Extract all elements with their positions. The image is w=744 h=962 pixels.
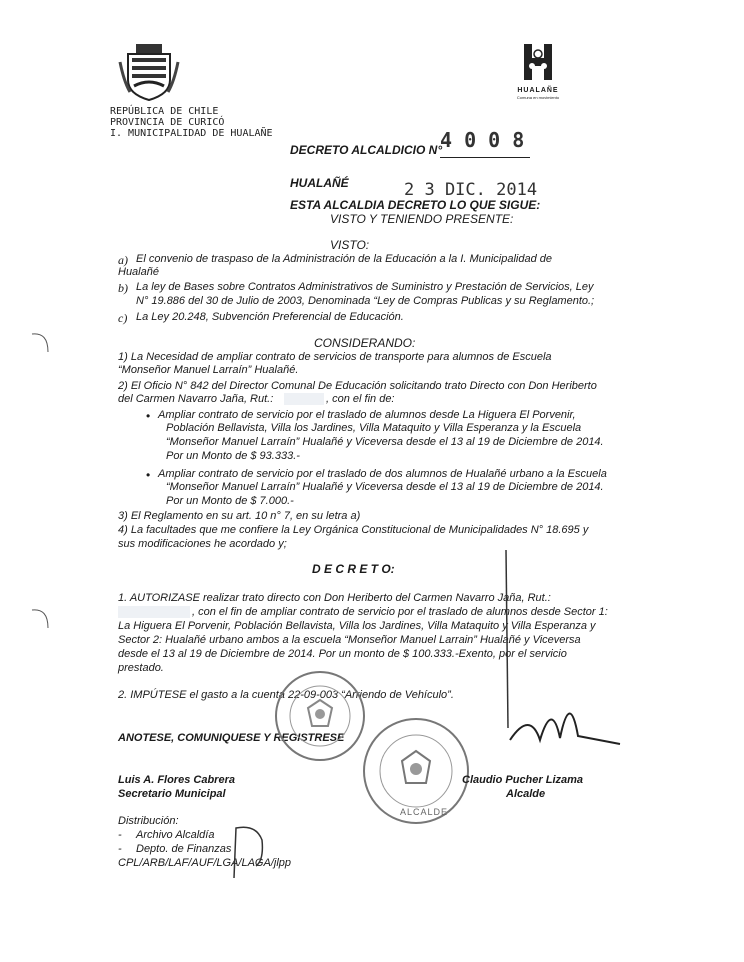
mayor-stamp-bottom: ALCALDE [400,807,449,817]
distribution-dash: - [118,829,122,841]
binder-hole-icon [30,330,50,354]
mayor-stamp [360,715,472,827]
considerando-p4-cont: sus modificaciones he acordado y; [118,538,287,550]
decreto-d1-line5: desde el 13 al 19 de Diciembre de 2014. Por un monto de $ 100.333.-Exento, por el servicio [118,648,567,660]
distribution-item2: Depto. de Finanzas [136,843,232,855]
decreto-d2: 2. IMPÚTESE el gasto a la cuenta 22-09-003 “Arriendo de Vehículo”. [118,689,454,701]
bullet1-amount: Por un Monto de $ 93.333.- [166,450,300,462]
considerando-p4: 4) La facultades que me confiere la Ley Orgánica Constitucional de Municipalidades N° 18.695 y [118,524,589,536]
decreto-d1-line1: 1. AUTORIZASE realizar trato directo con Don Heriberto del Carmen Navarro Jaña, Rut.: [118,592,551,604]
visto-a-text: El convenio de traspaso de la Administración de la Educación a la I. Municipalidad de [136,253,553,265]
decreto-d1-line6: prestado. [118,662,164,674]
handwritten-mark [498,550,518,730]
header-province: PROVINCIA DE CURICÓ [110,117,225,128]
visto-b-label: b) [118,281,128,295]
visto-c-label: c) [118,311,128,325]
decree-line2: VISTO Y TENIENDO PRESENTE: [330,212,514,226]
decreto-d1-line3: La Higuera El Porvenir, Población Bellavista, Villa los Jardines, Villa Mataquito y Villa Esperanza y [118,620,596,632]
considerando-p2: 2) El Oficio N° 842 del Director Comunal De Educación solicitando trato Directo con Don Heriberto [118,380,597,392]
hualane-logo-tagline: Comuna en movimiento [516,95,560,100]
bullet2-line2: “Monseñor Manuel Larraín” Hualañé y Viceversa desde el 13 al 19 de Diciembre de 2014. [166,481,604,493]
considerando-p1-cont: “Monseñor Manuel Larraín” Hualañé. [118,364,299,376]
bullet1-line3: “Monseñor Manuel Larraín” Hualañé y Viceversa desde el 13 al 19 de Diciembre de 2014. [166,436,604,448]
mayor-name: Claudio Pucher Lizama [462,774,584,786]
secretary-signature [226,820,286,880]
considerando-p3: 3) El Reglamento en su art. 10 n° 7, en su letra a) [118,510,361,522]
mayor-title: Alcalde [506,788,546,800]
decree-number: 4 0 0 8 [440,128,525,152]
decree-date: 2 3 DIC. 2014 [404,180,538,200]
considerando-p2-end: , con el fin de: [326,393,395,405]
secretary-title: Secretario Municipal [118,788,226,800]
visto-heading: VISTO: [330,238,370,252]
hualane-logo-icon [518,42,558,82]
bullet2-amount: Por un Monto de $ 7.000.- [166,495,294,507]
decreto-d1-line2: , con el fin de ampliar contrato de servicio por el traslado de alumnos desde Sector 1: [192,606,608,618]
decreto-heading: D E C R E T O: [312,562,395,576]
header-municipality: I. MUNICIPALIDAD DE HUALAÑE [110,128,273,139]
decree-line1: ESTA ALCALDIA DECRETO LO QUE SIGUE: [290,198,541,212]
bullet2-line1: Ampliar contrato de servicio por el traslado de dos alumnos de Hualañé urbano a la Escuela [158,468,607,480]
header-republic: REPÚBLICA DE CHILE [110,106,219,117]
hualane-logo [508,42,568,112]
considerando-p1: 1) La Necesidad de ampliar contrato de servicios de transporte para alumnos de Escuela [118,351,552,363]
distribution-dash: - [118,843,122,855]
hualane-logo-text: HUALAÑE [517,87,559,94]
secretary-stamp [272,668,368,764]
decree-title: DECRETO ALCALDICIO N° [290,143,443,157]
mayor-signature [500,680,630,760]
bullet-icon: • [146,468,151,482]
anotese-line: ANOTESE, COMUNIQUESE Y REGISTRESE [118,732,345,744]
decree-place: HUALAÑÉ [290,176,349,190]
visto-a-text-cont: Hualañé [118,266,159,278]
binder-hole-icon [30,606,50,630]
bullet-icon: • [146,409,151,423]
secretary-name: Luis A. Flores Cabrera [118,774,235,786]
redacted-rut [118,606,190,618]
visto-c-text: La Ley 20.248, Subvención Preferencial de Educación. [136,311,404,323]
visto-a-label: a) [118,253,128,267]
coat-of-arms-icon [118,42,180,102]
visto-b-text-cont: N° 19.886 del 30 de Julio de 2003, Denominada “Ley de Compras Publicas y su Reglamento.; [136,295,595,307]
decreto-d1-line4: Sector 2: Hualañé urbano ambos a la escuela “Monseñor Manuel Larrain” Hualañé y Viceversa [118,634,581,646]
bullet1-line2: Población Bellavista, Villa los Jardines, Villa Mataquito y Villa Esperanza y la Escuela [166,422,582,434]
decree-number-line [440,157,530,158]
distribution-initials: CPL/ARB/LAF/AUF/LGA/LAGA/jlpp [118,857,292,869]
considerando-p2-cont: del Carmen Navarro Jaña, Rut.: [118,393,274,405]
considerando-heading: CONSIDERANDO: [314,336,416,350]
distribution-item1: Archivo Alcaldía [136,829,215,841]
distribution-heading: Distribución: [118,815,179,827]
bullet1-line1: Ampliar contrato de servicio por el traslado de alumnos desde La Higuera El Porvenir, [158,409,576,421]
visto-b-text: La ley de Bases sobre Contratos Administrativos de Suministro y Prestación de Servicios, Ley [136,281,594,293]
redacted-rut [284,393,324,405]
